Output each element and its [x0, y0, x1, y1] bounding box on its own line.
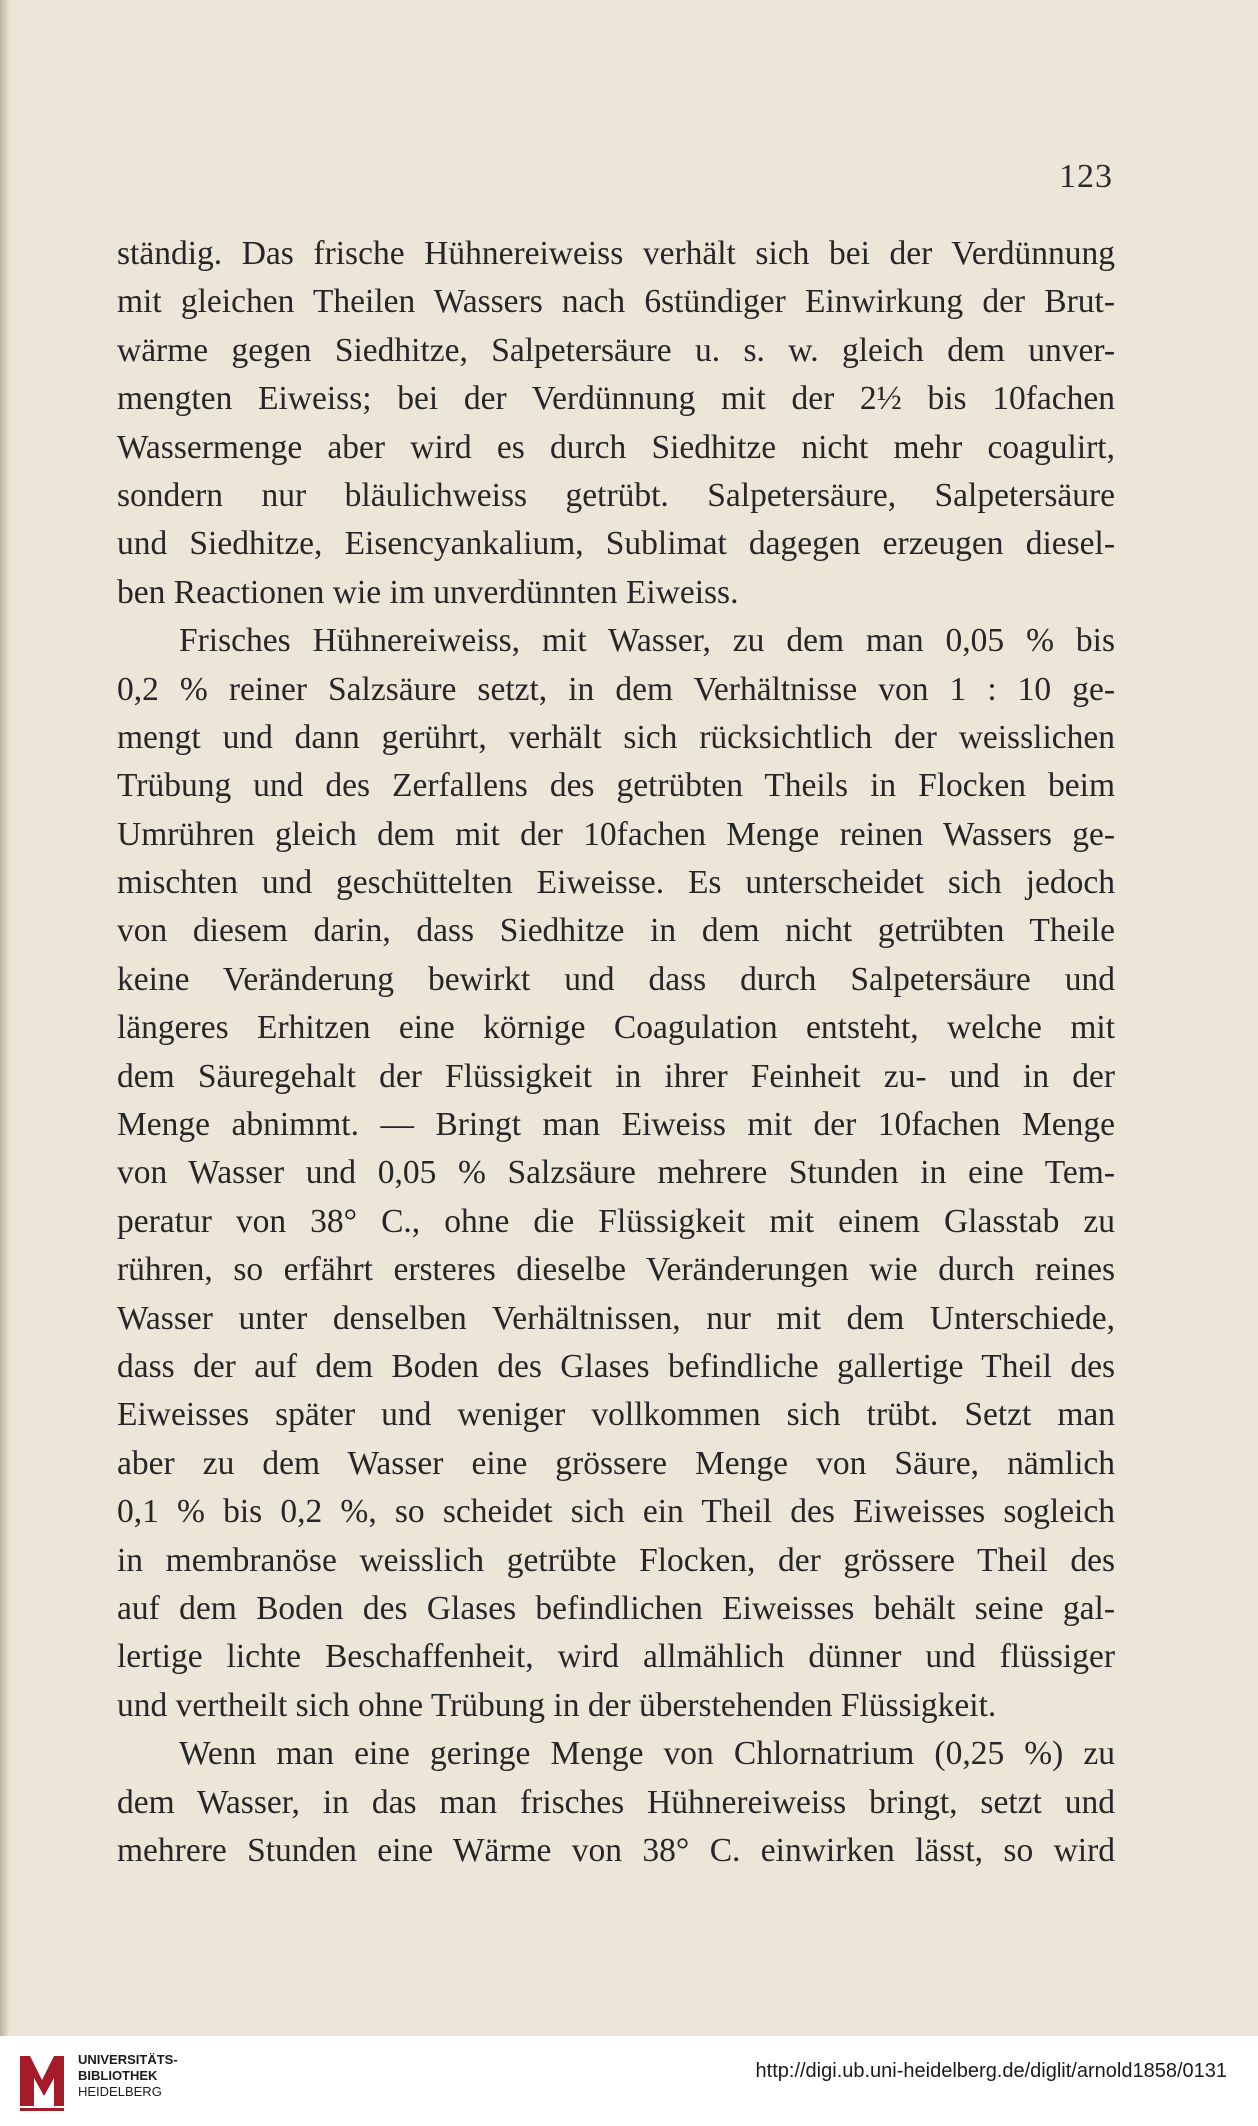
- text-line: peratur von 38° C., ohne die Flüssigkeit mit einem Glasstab zu: [117, 1202, 1115, 1240]
- page-edge-shadow: [0, 0, 10, 2036]
- text-line: 0,1 % bis 0,2 %, so scheidet sich ein Theil des Eiweisses sogleich: [117, 1493, 1115, 1531]
- footer-bar: [0, 2036, 1258, 2126]
- page-number: 123: [1059, 158, 1113, 195]
- text-line: keine Veränderung bewirkt und dass durch Salpetersäure und: [117, 960, 1115, 998]
- text-line: Wenn man eine geringe Menge von Chlornatrium (0,25 %) zu: [179, 1735, 1115, 1773]
- source-url-link[interactable]: http://digi.ub.uni-heidelberg.de/diglit/arnold1858/0131: [755, 2060, 1227, 2082]
- text-line: mischten und geschüttelten Eiweisse. Es unterscheidet sich jedoch: [117, 864, 1115, 902]
- text-line: längeres Erhitzen eine körnige Coagulation entsteht, welche mit: [117, 1009, 1115, 1047]
- library-name-line: BIBLIOTHEK: [78, 2068, 158, 2083]
- text-line: dem Säuregehalt der Flüssigkeit in ihrer Feinheit zu- und in der: [117, 1057, 1115, 1095]
- text-line: mengten Eiweiss; bei der Verdünnung mit der 2½ bis 10fachen: [117, 380, 1115, 418]
- library-name: [78, 2052, 178, 2100]
- text-line: Menge abnimmt. — Bringt man Eiweiss mit der 10fachen Menge: [117, 1106, 1115, 1144]
- text-line: lertige lichte Beschaffenheit, wird allmählich dünner und flüssiger: [117, 1638, 1115, 1676]
- text-line: Wassermenge aber wird es durch Siedhitze nicht mehr coagulirt,: [117, 428, 1115, 466]
- body-text: [117, 230, 1115, 1875]
- library-name-line: HEIDELBERG: [78, 2084, 162, 2099]
- text-line: und vertheilt sich ohne Trübung in der überstehenden Flüssigkeit.: [117, 1686, 997, 1724]
- text-line: auf dem Boden des Glases befindlichen Eiweisses behält seine gal-: [117, 1589, 1115, 1627]
- text-line: Umrühren gleich dem mit der 10fachen Menge reinen Wassers ge-: [117, 815, 1115, 853]
- text-line: Eiweisses später und weniger vollkommen sich trübt. Setzt man: [117, 1396, 1115, 1434]
- text-line: dem Wasser, in das man frisches Hühnereiweiss bringt, setzt und: [117, 1783, 1115, 1821]
- library-name-line: UNIVERSITÄTS-: [78, 2052, 178, 2067]
- text-line: wärme gegen Siedhitze, Salpetersäure u. s. w. gleich dem unver-: [117, 331, 1115, 369]
- text-line: von diesem darin, dass Siedhitze in dem nicht getrübten Theile: [117, 912, 1115, 950]
- text-line: Wasser unter denselben Verhältnissen, nur mit dem Unterschiede,: [117, 1299, 1115, 1337]
- text-line: von Wasser und 0,05 % Salzsäure mehrere Stunden in eine Tem-: [117, 1154, 1115, 1192]
- text-line: mehrere Stunden eine Wärme von 38° C. einwirken lässt, so wird: [117, 1831, 1115, 1869]
- text-line: und Siedhitze, Eisencyankalium, Sublimat dagegen erzeugen diesel-: [117, 525, 1115, 563]
- text-line: Trübung und des Zerfallens des getrübten Theils in Flocken beim: [117, 767, 1115, 805]
- text-line: Frisches Hühnereiweiss, mit Wasser, zu dem man 0,05 % bis: [179, 622, 1115, 660]
- text-line: ständig. Das frische Hühnereiweiss verhält sich bei der Verdünnung: [117, 235, 1115, 272]
- text-line: mit gleichen Theilen Wassers nach 6stündiger Einwirkung der Brut-: [117, 283, 1115, 321]
- text-line: in membranöse weisslich getrübte Flocken, der grössere Theil des: [117, 1541, 1115, 1579]
- university-logo-icon: [14, 2048, 70, 2114]
- text-line: ben Reactionen wie im unverdünnten Eiweiss.: [117, 573, 739, 611]
- text-line: 0,2 % reiner Salzsäure setzt, in dem Verhältnisse von 1 : 10 ge-: [117, 670, 1115, 708]
- text-line: dass der auf dem Boden des Glases befindliche gallertige Theil des: [117, 1347, 1115, 1385]
- text-line: aber zu dem Wasser eine grössere Menge von Säure, nämlich: [117, 1444, 1115, 1482]
- text-line: rühren, so erfährt ersteres dieselbe Veränderungen wie durch reines: [117, 1251, 1115, 1289]
- text-line: sondern nur bläulichweiss getrübt. Salpetersäure, Salpetersäure: [117, 476, 1115, 514]
- text-line: mengt und dann gerührt, verhält sich rücksichtlich der weisslichen: [117, 718, 1115, 756]
